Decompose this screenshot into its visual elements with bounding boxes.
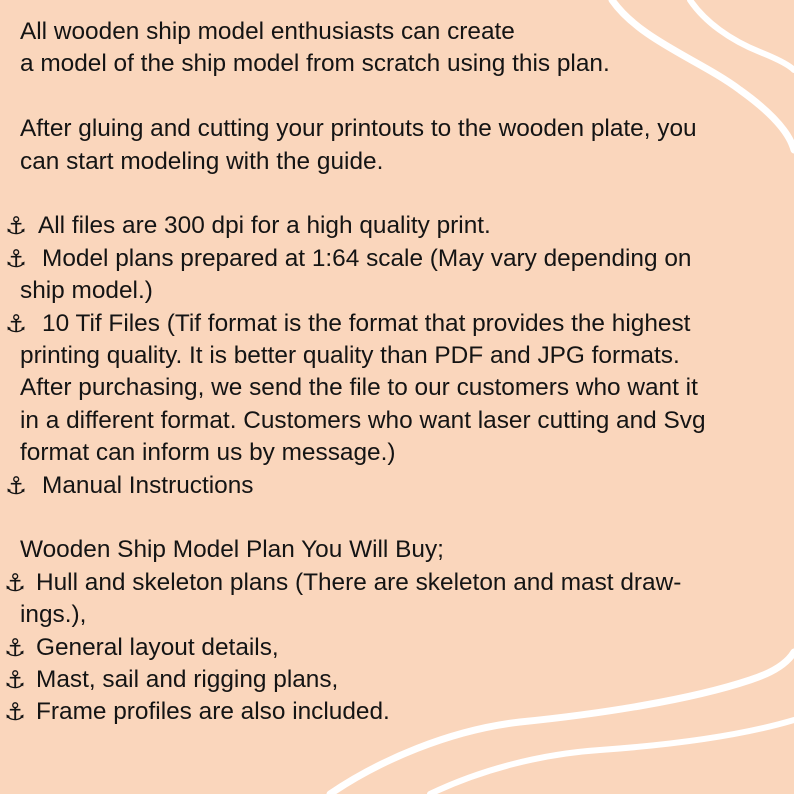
anchor-icon: ⚓ bbox=[5, 211, 27, 241]
anchor-icon: ⚓ bbox=[5, 243, 27, 273]
feature-text: ship model.) bbox=[20, 277, 153, 305]
description-text bbox=[0, 16, 780, 729]
plan-text: Mast, sail and rigging plans, bbox=[36, 666, 339, 694]
feature-item-dpi bbox=[0, 210, 780, 242]
feature-text: printing quality. It is better quality than PDF and JPG formats. bbox=[20, 342, 680, 370]
feature-text: format can inform us by message.) bbox=[20, 439, 396, 467]
feature-text: in a different format. Customers who want laser cutting and Svg bbox=[20, 406, 706, 434]
anchor-icon: ⚓ bbox=[4, 697, 26, 727]
anchor-icon: ⚓ bbox=[4, 665, 26, 695]
feature-item-manual bbox=[0, 470, 780, 502]
plan-item-hull bbox=[0, 567, 780, 632]
anchor-icon: ⚓ bbox=[5, 470, 27, 500]
plan-text: Hull and skeleton plans (There are skeleton and mast draw- bbox=[36, 568, 682, 596]
anchor-icon: ⚓ bbox=[4, 567, 26, 597]
intro-line-3: After gluing and cutting your printouts to the wooden plate, you bbox=[20, 115, 697, 143]
feature-text: After purchasing, we send the file to our customers who want it bbox=[20, 374, 698, 402]
feature-text: 10 Tif Files (Tif format is the format that provides the highest bbox=[42, 309, 691, 337]
feature-text: All files are 300 dpi for a high quality print. bbox=[38, 212, 491, 240]
intro-line-1: All wooden ship model enthusiasts can create bbox=[20, 18, 515, 45]
plan-heading: Wooden Ship Model Plan You Will Buy; bbox=[20, 536, 444, 564]
intro-line-2: a model of the ship model from scratch using this plan. bbox=[20, 50, 610, 78]
feature-item-scale bbox=[0, 243, 780, 308]
feature-item-tif-files bbox=[0, 308, 780, 470]
anchor-icon: ⚓ bbox=[4, 632, 26, 662]
plan-item-frames bbox=[0, 696, 780, 728]
plan-list bbox=[0, 567, 780, 729]
plan-text: ings.), bbox=[20, 601, 87, 629]
plan-item-layout bbox=[0, 632, 780, 664]
feature-text: Manual Instructions bbox=[42, 471, 254, 499]
feature-text: Model plans prepared at 1:64 scale (May vary depending on bbox=[42, 244, 692, 272]
anchor-icon: ⚓ bbox=[5, 308, 27, 338]
intro-line-4: can start modeling with the guide. bbox=[20, 147, 384, 175]
plan-text: General layout details, bbox=[36, 633, 279, 661]
plan-text: Frame profiles are also included. bbox=[36, 698, 390, 726]
feature-list bbox=[0, 210, 780, 502]
plan-item-mast bbox=[0, 664, 780, 696]
